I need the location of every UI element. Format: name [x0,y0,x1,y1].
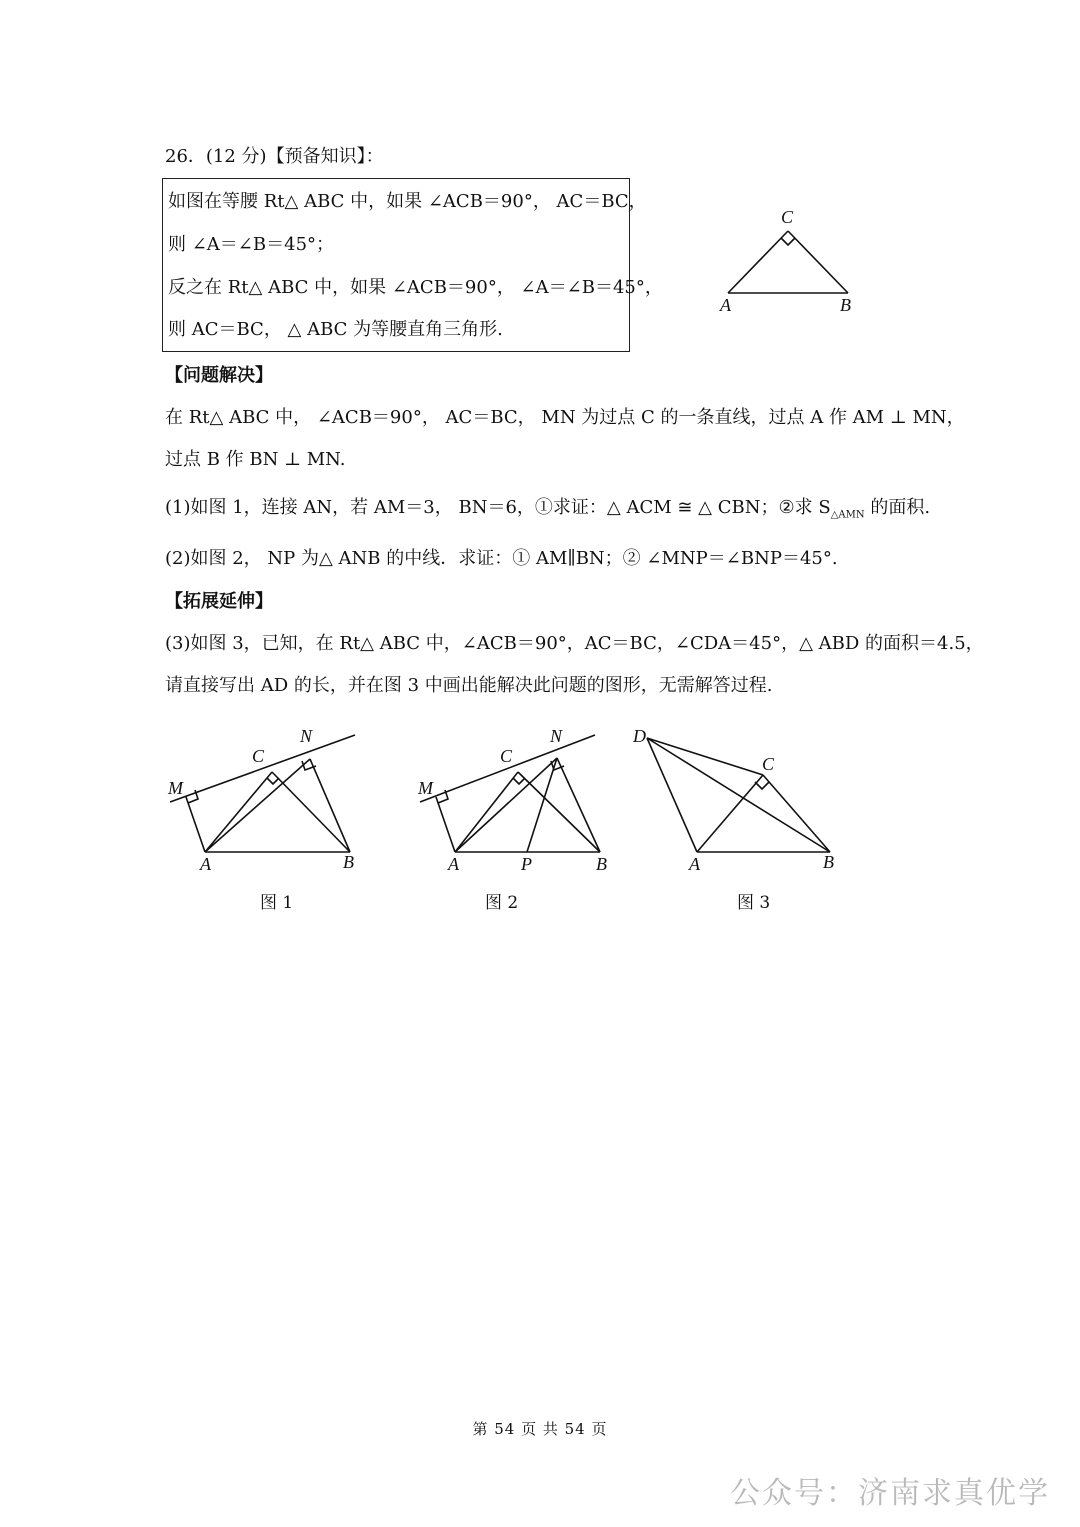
page-footer: 第 54 页 共 54 页 [472,1420,608,1438]
fig1-label-c: C [252,746,265,766]
part-3-line-1: (3)如图 3，已知，在 Rt△ ABC 中，∠ACB＝90°，AC＝BC，∠CDA＝45°，△ ABD 的面积＝4.5， [165,633,984,654]
fig2-label-b: B [596,854,607,874]
fig1-label-b: B [343,852,354,872]
part-2: (2)如图 2， NP 为△ ANB 的中线．求证：① AM∥BN；② ∠MNP＝∠BNP＝45°. [165,548,838,569]
fig1-label-n: N [300,726,313,746]
part-1-suffix: 的面积. [864,497,931,518]
part-3-line-2: 请直接写出 AD 的长，并在图 3 中画出能解决此问题的图形，无需解答过程. [165,675,773,696]
section-problem-title: 【问题解决】 [165,365,273,386]
box-line-2: 则 ∠A＝∠B＝45°； [168,234,335,255]
fig3-label-a: A [689,854,700,874]
fig2-label-m: M [418,778,433,798]
figure-2-caption: 图 2 [485,893,519,913]
box-line-4: 则 AC＝BC， △ ABC 为等腰直角三角形. [168,319,503,340]
fig1-label-m: M [168,778,183,798]
box-line-3: 反之在 Rt△ ABC 中，如果 ∠ACB＝90°， ∠A＝∠B＝45°， [168,277,663,298]
label-c: C [781,207,794,227]
figure-1 [160,722,370,877]
section-extend-title: 【拓展延伸】 [165,591,273,612]
fig2-label-p: P [521,854,532,874]
fig3-label-b: B [823,852,834,872]
fig2-label-c: C [500,746,513,766]
fig2-label-n: N [550,726,563,746]
problem-line-1: 在 Rt△ ABC 中， ∠ACB＝90°， AC＝BC， MN 为过点 C 的一条直线，过点 A 作 AM ⊥ MN， [165,407,965,428]
label-a: A [720,295,731,315]
part-1-subscript: △AMN [830,509,865,521]
fig3-label-c: C [762,754,775,774]
question-header: 26．(12 分)【预备知识】： [165,146,384,167]
fig1-label-a: A [200,854,211,874]
watermark: 公众号：济南求真优学 [730,1476,1050,1511]
figure-3-caption: 图 3 [737,893,771,913]
figure-3 [625,722,850,877]
box-line-1: 如图在等腰 Rt△ ABC 中，如果 ∠ACB＝90°， AC＝BC， [168,191,647,212]
figure-2 [410,722,620,877]
isosceles-triangle-figure [710,205,870,320]
part-1 [165,496,930,528]
label-b: B [840,295,851,315]
part-1-text: (1)如图 1，连接 AN，若 AM＝3， BN＝6，①求证：△ ACM ≅ △ CBN；②求 S [165,497,831,518]
fig3-label-d: D [633,726,646,746]
figure-1-caption: 图 1 [260,893,294,913]
fig2-label-a: A [448,854,459,874]
problem-line-2: 过点 B 作 BN ⊥ MN. [165,449,346,470]
